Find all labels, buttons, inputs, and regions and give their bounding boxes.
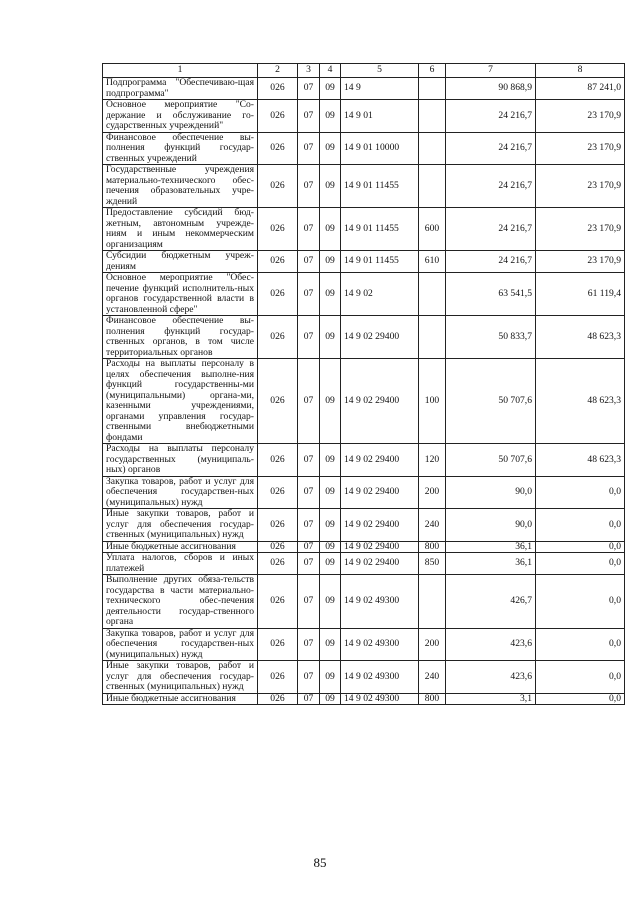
- cell-ved: 026: [258, 553, 298, 575]
- cell-csr: 14 9 02 29400: [341, 509, 419, 542]
- cell-pr: 09: [320, 509, 341, 542]
- cell-csr: 14 9 02 49300: [341, 693, 419, 705]
- cell-rz: 07: [298, 693, 320, 705]
- cell-amount-col8: 0,0: [536, 628, 625, 661]
- cell-csr: 14 9 02 29400: [341, 444, 419, 477]
- header-col-7: 7: [446, 64, 536, 78]
- cell-rz: 07: [298, 359, 320, 444]
- cell-vr: 120: [419, 444, 446, 477]
- cell-ved: 026: [258, 78, 298, 100]
- cell-csr: 14 9 02 49300: [341, 661, 419, 694]
- cell-name: Расходы на выплаты персоналу государственных (муниципаль-ных) органов: [103, 444, 258, 477]
- cell-vr: 610: [419, 251, 446, 273]
- cell-rz: 07: [298, 78, 320, 100]
- cell-ved: 026: [258, 628, 298, 661]
- cell-pr: 09: [320, 165, 341, 208]
- cell-amount-col8: 0,0: [536, 541, 625, 553]
- cell-vr: [419, 100, 446, 133]
- table-row: [103, 661, 625, 694]
- cell-vr: 240: [419, 509, 446, 542]
- cell-amount-col7: 50 707,6: [446, 444, 536, 477]
- cell-rz: 07: [298, 628, 320, 661]
- cell-csr: 14 9 02 29400: [341, 541, 419, 553]
- table-row: [103, 316, 625, 359]
- cell-vr: [419, 132, 446, 165]
- header-col-3: 3: [298, 64, 320, 78]
- cell-amount-col7: 36,1: [446, 553, 536, 575]
- budget-table: [102, 63, 625, 705]
- cell-ved: 026: [258, 359, 298, 444]
- cell-name: Уплата налогов, сборов и иных платежей: [103, 553, 258, 575]
- table-row: [103, 575, 625, 629]
- cell-amount-col7: 50 707,6: [446, 359, 536, 444]
- cell-rz: 07: [298, 316, 320, 359]
- cell-amount-col8: 23 170,9: [536, 100, 625, 133]
- cell-pr: 09: [320, 553, 341, 575]
- cell-amount-col8: 23 170,9: [536, 208, 625, 251]
- cell-csr: 14 9 01 11455: [341, 165, 419, 208]
- header-col-8: 8: [536, 64, 625, 78]
- cell-rz: 07: [298, 165, 320, 208]
- header-col-6: 6: [419, 64, 446, 78]
- cell-amount-col8: 23 170,9: [536, 132, 625, 165]
- cell-csr: 14 9 01 11455: [341, 208, 419, 251]
- header-col-5: 5: [341, 64, 419, 78]
- cell-rz: 07: [298, 575, 320, 629]
- cell-vr: 240: [419, 661, 446, 694]
- cell-rz: 07: [298, 444, 320, 477]
- cell-amount-col7: 90 868,9: [446, 78, 536, 100]
- cell-rz: 07: [298, 132, 320, 165]
- cell-amount-col8: 61 119,4: [536, 273, 625, 316]
- cell-amount-col8: 87 241,0: [536, 78, 625, 100]
- cell-name: Подпрограмма "Обеспечиваю-щая подпрограмма": [103, 78, 258, 100]
- cell-ved: 026: [258, 541, 298, 553]
- cell-csr: 14 9 02 49300: [341, 575, 419, 629]
- table-row: [103, 541, 625, 553]
- cell-rz: 07: [298, 476, 320, 509]
- cell-rz: 07: [298, 208, 320, 251]
- cell-amount-col8: 23 170,9: [536, 251, 625, 273]
- header-col-2: 2: [258, 64, 298, 78]
- cell-vr: 200: [419, 476, 446, 509]
- cell-csr: 14 9 01: [341, 100, 419, 133]
- table-row: [103, 78, 625, 100]
- cell-pr: 09: [320, 251, 341, 273]
- cell-rz: 07: [298, 251, 320, 273]
- cell-name: Основное мероприятие "Со-держание и обслуживание го-сударственных учреждений": [103, 100, 258, 133]
- cell-name: Финансовое обеспечение вы-полнения функций государ-ственных органов, в том числе территориальных органов: [103, 316, 258, 359]
- cell-amount-col7: 24 216,7: [446, 251, 536, 273]
- cell-ved: 026: [258, 273, 298, 316]
- cell-amount-col7: 90,0: [446, 476, 536, 509]
- cell-rz: 07: [298, 273, 320, 316]
- table-row: [103, 553, 625, 575]
- cell-vr: 200: [419, 628, 446, 661]
- cell-amount-col7: 3,1: [446, 693, 536, 705]
- cell-csr: 14 9 01 10000: [341, 132, 419, 165]
- cell-pr: 09: [320, 273, 341, 316]
- header-col-4: 4: [320, 64, 341, 78]
- cell-ved: 026: [258, 100, 298, 133]
- cell-name: Иные закупки товаров, работ и услуг для обеспечения государ-ственных (муниципальных) нужд: [103, 509, 258, 542]
- cell-amount-col7: 426,7: [446, 575, 536, 629]
- cell-amount-col8: 48 623,3: [536, 359, 625, 444]
- cell-vr: 800: [419, 693, 446, 705]
- cell-pr: 09: [320, 693, 341, 705]
- cell-vr: [419, 165, 446, 208]
- cell-name: Иные бюджетные ассигнования: [103, 693, 258, 705]
- cell-rz: 07: [298, 100, 320, 133]
- table-row: [103, 132, 625, 165]
- cell-amount-col8: 0,0: [536, 476, 625, 509]
- cell-csr: 14 9 02 29400: [341, 476, 419, 509]
- cell-pr: 09: [320, 628, 341, 661]
- cell-pr: 09: [320, 208, 341, 251]
- cell-name: Закупка товаров, работ и услуг для обеспечения государствен-ных (муниципальных) нужд: [103, 476, 258, 509]
- cell-pr: 09: [320, 541, 341, 553]
- cell-pr: 09: [320, 444, 341, 477]
- table-row: [103, 208, 625, 251]
- cell-pr: 09: [320, 359, 341, 444]
- cell-amount-col8: 23 170,9: [536, 165, 625, 208]
- cell-amount-col7: 24 216,7: [446, 165, 536, 208]
- cell-name: Расходы на выплаты персоналу в целях обеспечения выполне-ния функций государственны-ми (муниципальными) органа-ми, казенными учреждениями, органами управления государ-ственными внебюджетными фондами: [103, 359, 258, 444]
- cell-vr: 850: [419, 553, 446, 575]
- cell-name: Закупка товаров, работ и услуг для обеспечения государствен-ных (муниципальных) нужд: [103, 628, 258, 661]
- cell-name: Государственные учреждения материально-технического обес-печения образовательных учре-ждений: [103, 165, 258, 208]
- cell-name: Предоставление субсидий бюд-жетным, автономным учрежде-ниям и иным некоммерческим организациям: [103, 208, 258, 251]
- cell-name: Основное мероприятие "Обес-печение функций исполнитель-ных органов государственной власти в установленной сфере": [103, 273, 258, 316]
- table-row: [103, 273, 625, 316]
- cell-rz: 07: [298, 541, 320, 553]
- cell-amount-col7: 24 216,7: [446, 100, 536, 133]
- cell-ved: 026: [258, 165, 298, 208]
- cell-vr: 600: [419, 208, 446, 251]
- table-body: [103, 78, 625, 705]
- cell-rz: 07: [298, 661, 320, 694]
- cell-vr: [419, 273, 446, 316]
- cell-csr: 14 9 02 29400: [341, 553, 419, 575]
- cell-pr: 09: [320, 575, 341, 629]
- table-row: [103, 100, 625, 133]
- cell-ved: 026: [258, 575, 298, 629]
- table-row: [103, 628, 625, 661]
- cell-name: Иные бюджетные ассигнования: [103, 541, 258, 553]
- cell-amount-col7: 90,0: [446, 509, 536, 542]
- cell-csr: 14 9 02: [341, 273, 419, 316]
- cell-amount-col8: 0,0: [536, 553, 625, 575]
- cell-amount-col7: 63 541,5: [446, 273, 536, 316]
- cell-amount-col7: 24 216,7: [446, 208, 536, 251]
- table-row: [103, 251, 625, 273]
- cell-pr: 09: [320, 100, 341, 133]
- cell-ved: 026: [258, 208, 298, 251]
- cell-amount-col8: 0,0: [536, 693, 625, 705]
- cell-ved: 026: [258, 316, 298, 359]
- cell-ved: 026: [258, 509, 298, 542]
- cell-amount-col7: 24 216,7: [446, 132, 536, 165]
- cell-ved: 026: [258, 132, 298, 165]
- table-row: [103, 509, 625, 542]
- cell-amount-col7: 36,1: [446, 541, 536, 553]
- cell-amount-col8: 0,0: [536, 575, 625, 629]
- cell-name: Иные закупки товаров, работ и услуг для обеспечения государ-ственных (муниципальных) нужд: [103, 661, 258, 694]
- cell-csr: 14 9: [341, 78, 419, 100]
- cell-ved: 026: [258, 251, 298, 273]
- header-col-1: 1: [103, 64, 258, 78]
- cell-name: Субсидии бюджетным учреж-дениям: [103, 251, 258, 273]
- cell-csr: 14 9 02 49300: [341, 628, 419, 661]
- cell-csr: 14 9 02 29400: [341, 359, 419, 444]
- cell-ved: 026: [258, 693, 298, 705]
- cell-vr: [419, 575, 446, 629]
- cell-amount-col8: 0,0: [536, 661, 625, 694]
- cell-amount-col8: 48 623,3: [536, 444, 625, 477]
- cell-pr: 09: [320, 661, 341, 694]
- cell-amount-col7: 50 833,7: [446, 316, 536, 359]
- cell-vr: 800: [419, 541, 446, 553]
- table-row: [103, 359, 625, 444]
- table-row: [103, 476, 625, 509]
- cell-csr: 14 9 02 29400: [341, 316, 419, 359]
- cell-csr: 14 9 01 11455: [341, 251, 419, 273]
- cell-vr: [419, 316, 446, 359]
- page-number: 85: [313, 855, 327, 870]
- cell-amount-col7: 423,6: [446, 661, 536, 694]
- cell-pr: 09: [320, 132, 341, 165]
- cell-pr: 09: [320, 78, 341, 100]
- cell-amount-col8: 0,0: [536, 509, 625, 542]
- cell-pr: 09: [320, 316, 341, 359]
- cell-pr: 09: [320, 476, 341, 509]
- cell-ved: 026: [258, 444, 298, 477]
- table-row: [103, 444, 625, 477]
- cell-amount-col8: 48 623,3: [536, 316, 625, 359]
- cell-ved: 026: [258, 476, 298, 509]
- cell-vr: 100: [419, 359, 446, 444]
- cell-vr: [419, 78, 446, 100]
- cell-rz: 07: [298, 509, 320, 542]
- cell-amount-col7: 423,6: [446, 628, 536, 661]
- cell-rz: 07: [298, 553, 320, 575]
- table-header-row: [103, 64, 625, 78]
- cell-ved: 026: [258, 661, 298, 694]
- cell-name: Выполнение других обяза-тельств государства в части материально-технического обес-печения деятельности государ-ственного органа: [103, 575, 258, 629]
- table-row: [103, 693, 625, 705]
- table-row: [103, 165, 625, 208]
- cell-name: Финансовое обеспечение вы-полнения функций государ-ственных учреждений: [103, 132, 258, 165]
